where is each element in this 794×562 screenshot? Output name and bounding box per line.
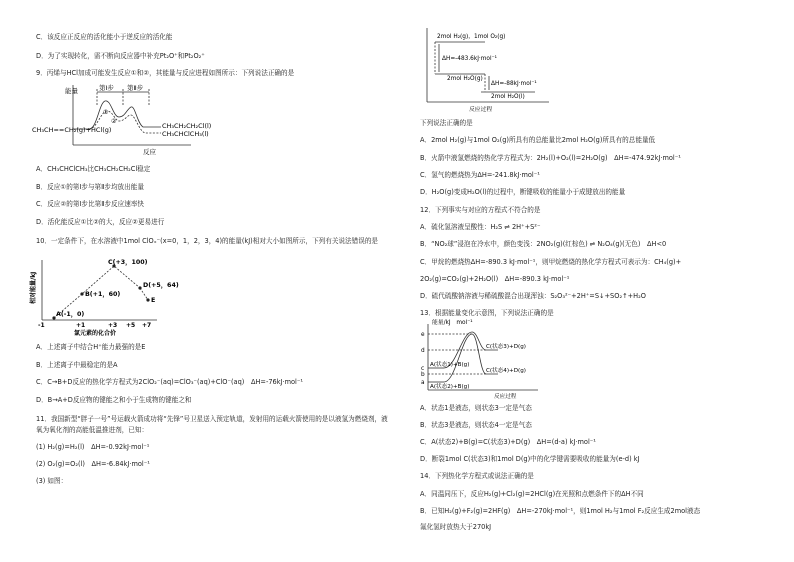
fig13-level-c: c bbox=[421, 366, 425, 372]
fig9-mark2: ② bbox=[111, 118, 117, 125]
question-9: 9．丙烯与HCl加成可能发生反应①和②，其能量与反应进程如图所示：下列说法正确的是 bbox=[36, 69, 295, 77]
option-b-q14-cont: 氟化氢时放热大于270kJ bbox=[420, 523, 492, 531]
fig13-state-a1: A(状态1)+B(g) bbox=[430, 362, 470, 368]
fig10-ylabel: 相对能量/kJ bbox=[30, 271, 37, 304]
option-c-q11: C．氢气的燃烧热为ΔH=-241.8kJ·mol⁻¹ bbox=[420, 171, 540, 179]
fig11-dh2: ΔH=-88kJ·mol⁻¹ bbox=[491, 81, 537, 87]
fig9-product2: CH₃CHClCH₃(l) bbox=[162, 130, 209, 138]
option-d-q9: D．活化能反应①比②的大，反应②更易进行 bbox=[36, 218, 165, 226]
question-11: 11．我国新型“胖子一号”号运载火箭成功将“先锋”号卫星送入预定轨道，发射用的运载火箭使用的是以液氢为燃烧剂，液氧为氧化剂的高能低温推进剂，已知： bbox=[36, 415, 388, 434]
option-d-q8: D．为了实现转化，需不断向反应器中补充Pt₂O⁺和Pt₂O₂⁺ bbox=[36, 52, 205, 60]
q11-equation-1: (1) H₂(g)=H₂(l) ΔH=-0.92kJ·mol⁻¹ bbox=[36, 443, 150, 451]
fig10-tick: +7 bbox=[142, 322, 152, 329]
fig13-level-e: e bbox=[421, 332, 425, 338]
option-c-q13: C．A(状态2)+B(g)=C(状态3)+D(g) ΔH=(d-a) kJ·mol⁻¹ bbox=[420, 438, 596, 446]
fig13-state-c3: C(状态3)+D(g) bbox=[486, 344, 526, 350]
option-a-q10: A．上述离子中结合H⁺能力最强的是E bbox=[36, 343, 146, 351]
question-10: 10．一定条件下，在水溶液中1mol ClOₓ⁻(x=0，1，2，3，4)的能量(kJ)相对大小如图所示，下列有关说法错误的是 bbox=[36, 237, 379, 245]
fig9-product1: CH₃CH₂CH₂Cl(l) bbox=[162, 122, 212, 130]
option-c-q12: C．甲烷的燃烧热ΔH=-890.3 kJ·mol⁻¹，则甲烷燃烧的热化学方程式可表示为：CH₄(g)+ bbox=[420, 258, 682, 266]
fig10-tick: +1 bbox=[76, 322, 86, 329]
option-c-q9: C．反应②的第Ⅰ步比第Ⅱ步反应速率快 bbox=[36, 200, 145, 208]
figure-q9-energy-diagram bbox=[31, 83, 231, 158]
option-d-q13: D．断裂1mol C(状态3)和1mol D(g)中的化学键需要吸收的能量为(e-d) kJ bbox=[420, 455, 640, 463]
fig9-step2: 第Ⅱ步 bbox=[127, 84, 144, 92]
fig13-level-a: a bbox=[421, 380, 425, 386]
figure-q11-hydrogen-energy bbox=[425, 24, 555, 114]
figure-q10-chlorine-energy bbox=[30, 258, 179, 337]
q11-equation-3: (3) 如图： bbox=[36, 477, 68, 485]
fig9-step1: 第Ⅰ步 bbox=[99, 84, 114, 92]
fig10-tick: +5 bbox=[126, 322, 136, 329]
fig13-xlabel: 反应过程 bbox=[494, 394, 517, 400]
option-d-q11: D．H₂O(g)变成H₂O(l)的过程中，断键吸收的能量小于成键放出的能量 bbox=[420, 188, 626, 196]
fig9-ylabel: 能量 bbox=[65, 87, 78, 95]
q11-equation-2: (2) O₂(g)=O₂(l) ΔH=-6.84kJ·mol⁻¹ bbox=[36, 460, 150, 468]
option-b-q12: B．“NO₂球”浸泡在冷水中，颜色变浅：2NO₂(g)(红棕色) ⇌ N₂O₄(g)(无色) ΔH<0 bbox=[420, 240, 667, 248]
option-b-q10: B．上述离子中最稳定的是A bbox=[36, 361, 118, 369]
fig13-state-a2: A(状态2)+B(g) bbox=[430, 384, 470, 390]
fig13-state-c4: C(状态4)+D(g) bbox=[486, 368, 526, 374]
fig10-tick: -1 bbox=[38, 322, 45, 329]
fig9-mark1: ① bbox=[103, 109, 109, 116]
option-c-q10: C．C→B+D反应的热化学方程式为2ClO₂⁻(aq)=ClO₃⁻(aq)+ClO⁻(aq) ΔH=-76kJ·mol⁻¹ bbox=[36, 378, 303, 386]
fig10-point-a: A(-1，0) bbox=[56, 311, 85, 318]
option-b-q14: B．已知H₂(g)+F₂(g)=2HF(g) ΔH=-270kJ·mol⁻¹，则1mol H₂与1mol F₂反应生成2mol液态 bbox=[420, 507, 701, 515]
question-14: 14．下列热化学方程式或说法正确的是 bbox=[420, 472, 534, 480]
question-12: 12．下列事实与对应的方程式不符合的是 bbox=[420, 206, 541, 214]
fig11-bot-label: 2mol H₂O(l) bbox=[491, 94, 525, 100]
option-c-q12-cont: 2O₂(g)=CO₂(g)+2H₂O(l) ΔH=-890.3 kJ·mol⁻¹ bbox=[420, 275, 570, 283]
fig10-point-b: B(+1，60) bbox=[85, 291, 121, 298]
option-a-q14: A．同温同压下，反应H₂(g)+Cl₂(g)=2HCl(g)在光照和点燃条件下的ΔH不同 bbox=[420, 490, 644, 498]
option-a-q12: A．硫化氢溶液呈酸性：H₂S ⇌ 2H⁺+S²⁻ bbox=[420, 223, 541, 231]
question-11-prompt: 下列说法正确的是 bbox=[420, 119, 473, 127]
option-d-q10: D．B→A+D反应物的键能之和小于生成物的键能之和 bbox=[36, 396, 192, 404]
figure-q13-energy-diagram bbox=[416, 320, 546, 400]
fig10-xlabel: 氯元素的化合价 bbox=[74, 330, 117, 337]
fig13-level-b: b bbox=[421, 372, 425, 378]
option-b-q11: B．火箭中液氢燃烧的热化学方程式为：2H₂(l)+O₂(l)=2H₂O(g) ΔH=-474.92kJ·mol⁻¹ bbox=[420, 154, 681, 162]
fig11-mid-label: 2mol H₂O(g) bbox=[447, 76, 483, 82]
fig13-level-d: d bbox=[421, 348, 425, 354]
fig9-xlabel: 反应 bbox=[143, 148, 156, 156]
fig11-xlabel: 反应过程 bbox=[469, 107, 493, 113]
fig11-top-label: 2mol H₂(g)，1mol O₂(g) bbox=[437, 34, 506, 40]
option-b-q9: B．反应①的第Ⅰ步与第Ⅱ步均放出能量 bbox=[36, 183, 144, 191]
fig13-ylabel: 能量/kJ mol⁻¹ bbox=[432, 320, 473, 326]
fig11-dh1: ΔH=-483.6kJ·mol⁻¹ bbox=[442, 56, 497, 62]
option-b-q13: B．状态3是液态，则状态4一定是气态 bbox=[420, 421, 532, 429]
fig10-point-d: D(+5，64) bbox=[143, 282, 179, 289]
option-a-q11: A．2mol H₂(g)与1mol O₂(g)所具有的总能量比2mol H₂O(g)所具有的总能量低 bbox=[420, 136, 656, 144]
fig9-reactant: CH₃CH==CH₂(g)+HCl(g) bbox=[32, 126, 112, 134]
fig10-point-c: C(+3，100) bbox=[108, 259, 148, 266]
fig10-tick: +3 bbox=[108, 322, 118, 329]
option-d-q12: D．硫代硫酸钠溶液与稀硫酸混合出现浑浊：S₂O₃²⁻+2H⁺=S↓+SO₂↑+H₂O bbox=[420, 292, 646, 300]
fig10-point-e: E bbox=[151, 297, 156, 304]
option-a-q9: A．CH₃CHClCH₃比CH₃CH₂CH₂Cl稳定 bbox=[36, 165, 151, 173]
option-a-q13: A．状态1是液态，则状态3一定是气态 bbox=[420, 404, 532, 412]
option-c-q8: C．该反应正反应的活化能小于逆反应的活化能 bbox=[36, 33, 173, 41]
question-13: 13．根据能量变化示意图，下列说法正确的是 bbox=[420, 309, 554, 317]
